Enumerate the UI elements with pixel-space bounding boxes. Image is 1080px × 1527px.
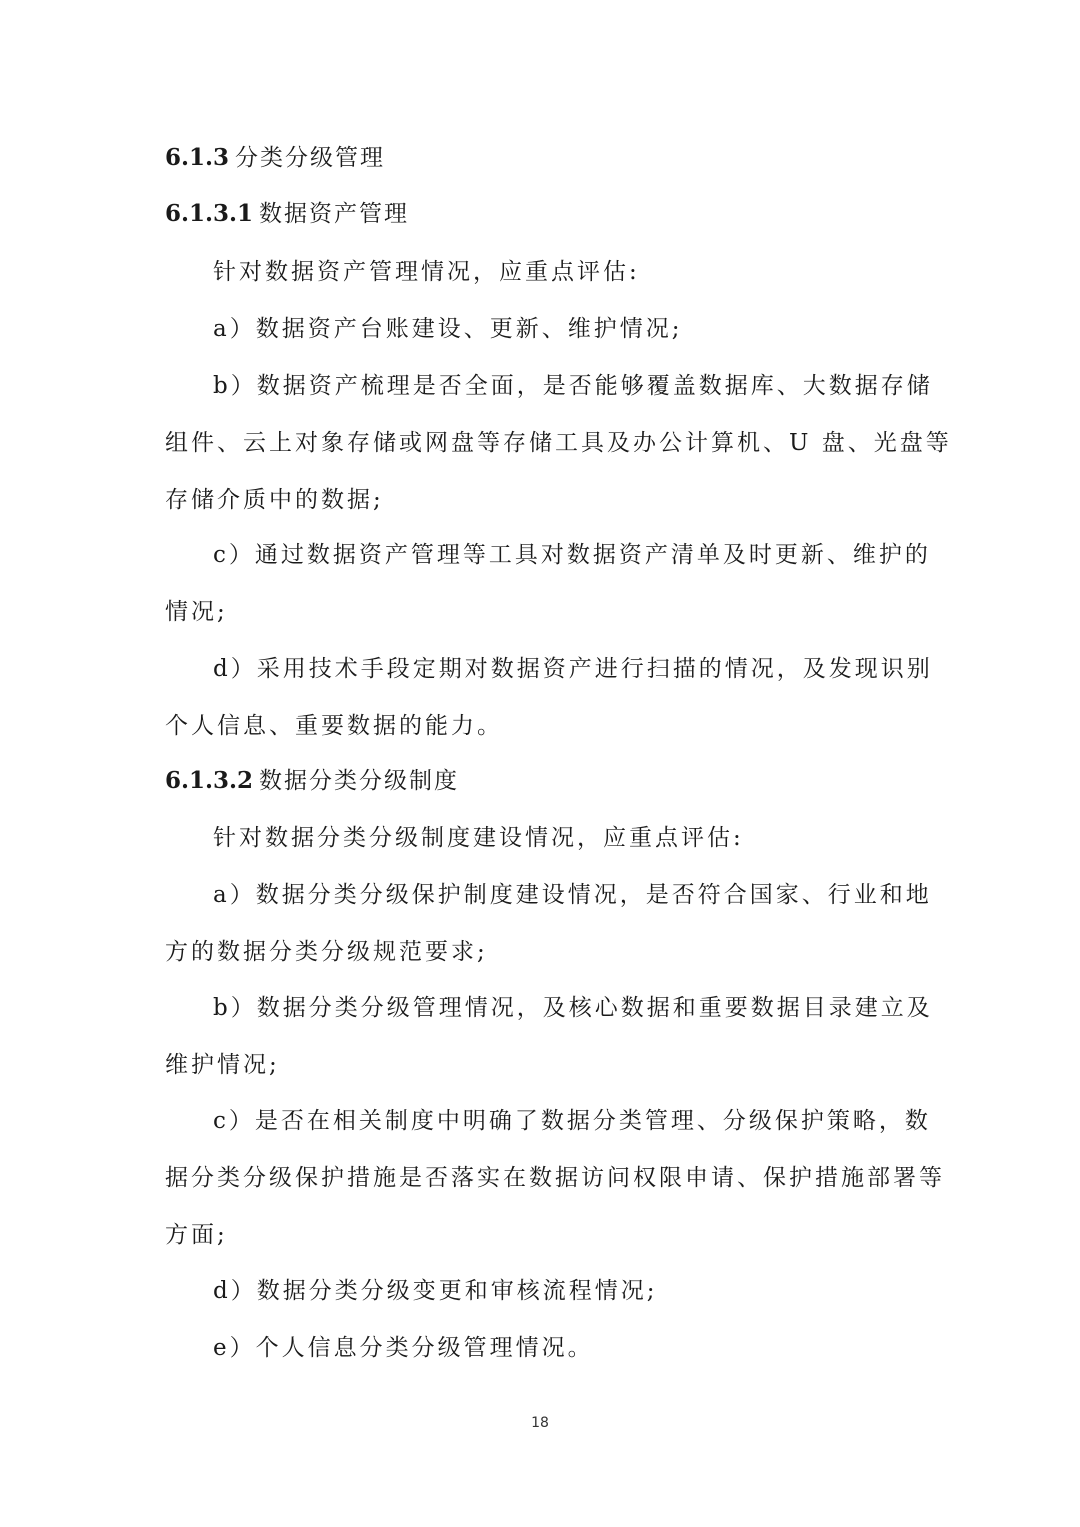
paragraph-intro-2: 针对数据分类分级制度建设情况，应重点评估:: [213, 825, 744, 851]
section-title: 分类分级管理: [235, 145, 386, 171]
list-item-a1: a）数据资产台账建设、更新、维护情况;: [213, 316, 683, 342]
section-title: 数据资产管理: [259, 201, 410, 227]
list-item-b1-line-3: 存储介质中的数据;: [165, 487, 384, 513]
list-item-b1-line-1: b）数据资产梳理是否全面，是否能够覆盖数据库、大数据存储: [213, 373, 933, 399]
section-title: 数据分类分级制度: [259, 768, 460, 794]
list-item-e2: e）个人信息分类分级管理情况。: [213, 1335, 594, 1361]
section-heading-6-1-3-1: [165, 198, 925, 230]
list-item-c2-line-1: c）是否在相关制度中明确了数据分类管理、分级保护策略，数: [213, 1108, 931, 1134]
list-item-a2-line-2: 方的数据分类分级规范要求;: [165, 939, 488, 965]
section-heading-6-1-3: [165, 142, 925, 174]
section-heading-6-1-3-2: [165, 765, 925, 797]
section-number: 6.1.3.2: [165, 767, 254, 794]
list-item-c1-line-2: 情况;: [165, 599, 228, 625]
list-item-c1-line-1: c）通过数据资产管理等工具对数据资产清单及时更新、维护的: [213, 542, 931, 568]
page-number: 18: [531, 1415, 549, 1431]
list-item-a2-line-1: a）数据分类分级保护制度建设情况，是否符合国家、行业和地: [213, 882, 932, 908]
list-item-d1-line-1: d）采用技术手段定期对数据资产进行扫描的情况，及发现识别: [213, 656, 933, 682]
list-item-d1-line-2: 个人信息、重要数据的能力。: [165, 713, 503, 739]
list-item-b2-line-1: b）数据分类分级管理情况，及核心数据和重要数据目录建立及: [213, 995, 933, 1021]
list-item-c2-line-3: 方面;: [165, 1222, 228, 1248]
list-item-d2: d）数据分类分级变更和审核流程情况;: [213, 1278, 658, 1304]
list-item-b2-line-2: 维护情况;: [165, 1052, 280, 1078]
list-item-c2-line-2: 据分类分级保护措施是否落实在数据访问权限申请、保护措施部署等: [165, 1165, 945, 1191]
section-number: 6.1.3: [165, 144, 230, 171]
list-item-b1-line-2: 组件、云上对象存储或网盘等存储工具及办公计算机、U 盘、光盘等: [165, 430, 952, 456]
paragraph-intro-1: 针对数据资产管理情况，应重点评估:: [213, 259, 640, 285]
section-number: 6.1.3.1: [165, 200, 254, 227]
